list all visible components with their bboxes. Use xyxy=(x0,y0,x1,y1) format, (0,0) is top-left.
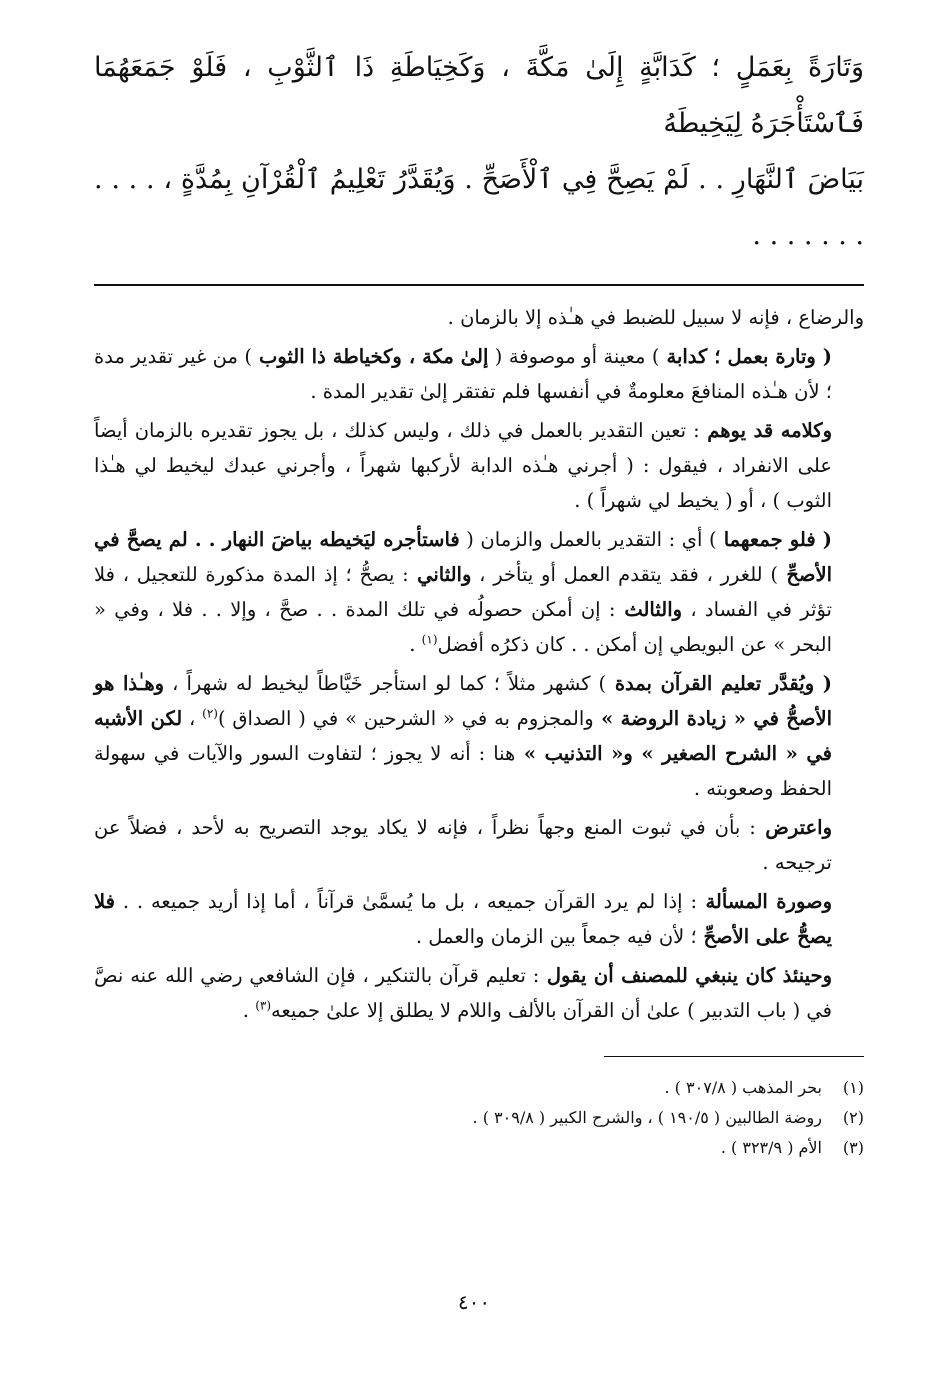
matn-quote: لكن الأشبه في « الشرح الصغير » و« التذنيب » xyxy=(94,707,832,765)
matn-quote: ( فلو جمعهما xyxy=(716,528,833,551)
footnote-reference[interactable]: (٣) xyxy=(255,998,272,1013)
paragraph-text: : تعليم قرآن بالتنكير ، فإن الشافعي رضي الله عنه نصَّ في ( باب التدبير ) علىٰ أن القرآن بالألف واللام لا يطلق إلا علىٰ جميعه xyxy=(94,964,832,1022)
commentary-paragraph-6 xyxy=(94,810,864,880)
footnote-item xyxy=(94,1073,864,1103)
matn-quote: وحينئذ كان ينبغي للمصنف أن يقول xyxy=(539,964,832,987)
commentary-paragraph-8 xyxy=(94,958,864,1028)
matn-quote: وصورة المسألة xyxy=(697,890,832,913)
paragraph-text: : بأن في ثبوت المنع وجهاً نظراً ، فإنه لا يكاد يوجد التصريح به لأحد ، فضلاً عن ترجيحه . xyxy=(94,816,832,874)
paragraph-text: ؛ لأن فيه جمعاً بين الزمان والعمل . xyxy=(415,925,697,948)
paragraph-text: ، xyxy=(182,707,203,730)
matn-quote: وكلامه قد يوهم xyxy=(699,419,832,442)
matn-quote: واعترض xyxy=(755,816,832,839)
page-number: ٤٠٠ xyxy=(457,1290,491,1314)
paragraph-text: ) للغرر ، فقد يتقدم العمل أو يتأخر ، xyxy=(471,563,778,586)
footnote-reference[interactable]: (١) xyxy=(421,632,438,647)
matn-quote: إلىٰ مكة ، وكخياطة ذا الثوب xyxy=(251,345,489,368)
footnote-text: الأم ( ٣٢٣/٩ ) . xyxy=(720,1138,822,1157)
footnote-number: (١) xyxy=(842,1078,864,1097)
paragraph-text: ) أي : التقدير بالعمل والزمان ( xyxy=(459,528,717,551)
commentary-paragraph-4 xyxy=(94,522,864,662)
matn-line-1: وَتَارَةً بِعَمَلٍ ؛ كَدَابَّةٍ إِلَىٰ مَكَّةَ ، وَكَخِيَاطَةِ ذَا ٱلثَّوْبِ ، فَلَوْ جَمَعَهُمَا فَٱسْتَأْجَرَهُ لِيَخِيطَهُ xyxy=(94,52,864,139)
matn-separator xyxy=(94,284,864,286)
matn-quote: والثاني xyxy=(408,563,472,586)
matn-quote: فلا يصحُّ على الأصحِّ xyxy=(94,890,832,948)
footnote-text: روضة الطالبين ( ١٩٠/٥ ) ، والشرح الكبير ( ٣٠٩/٨ ) . xyxy=(472,1108,822,1127)
paragraph-text: ) من غير تقدير مدة ؛ لأن هـٰذه المنافعَ معلومةٌ في أنفسها فلم تفتقر إلىٰ تقدير المدة . xyxy=(94,345,832,403)
footnote-reference[interactable]: (٢) xyxy=(202,706,218,721)
matn-text xyxy=(94,40,864,264)
commentary-paragraph-5 xyxy=(94,666,864,806)
matn-line-2: بَيَاضَ ٱلنَّهَارِ . . لَمْ يَصِحَّ فِي ٱلْأَصَحِّ . وَيُقَدَّرُ تَعْلِيمُ ٱلْقُرْآنِ بِمُدَّةٍ ، . . . . . . . . . . . xyxy=(94,164,864,251)
footnote-number: (٢) xyxy=(842,1108,864,1127)
matn-quote: والثالث xyxy=(615,598,683,621)
matn-quote: ( ويُقدَّر تعليم القرآن بمدة xyxy=(606,672,832,695)
matn-quote: فاستأجره ليَخيطه بياضَ النهار . . لم يصحَّ في الأصحِّ xyxy=(94,528,833,586)
commentary-text xyxy=(94,300,864,1028)
commentary-paragraph-3 xyxy=(94,413,864,518)
paragraph-text: . xyxy=(242,999,256,1022)
commentary-paragraph-1 xyxy=(94,300,864,335)
footnotes xyxy=(94,1073,864,1163)
footnote-text: بحر المذهب ( ٣٠٧/٨ ) . xyxy=(664,1078,822,1097)
paragraph-text: . xyxy=(409,633,422,656)
paragraph-text: والمجزوم به في « الشرحين » في ( الصداق ) xyxy=(217,707,594,730)
paragraph-text: والرضاع ، فإنه لا سبيل للضبط في هـٰذه إلا بالزمان . xyxy=(447,306,864,329)
matn-quote: وهـٰذا هو الأصحُّ في « زيادة الروضة » xyxy=(94,672,832,730)
footnote-number: (٣) xyxy=(842,1138,864,1157)
commentary-paragraph-7 xyxy=(94,884,864,954)
paragraph-text: ) معينة أو موصوفة ( xyxy=(488,345,660,368)
footnote-item xyxy=(94,1103,864,1133)
footnote-item xyxy=(94,1133,864,1163)
book-page xyxy=(94,40,864,1163)
footnote-separator xyxy=(604,1056,864,1057)
paragraph-text: هنا : أنه لا يجوز ؛ لتفاوت السور والآيات في سهولة الحفظ وصعوبته . xyxy=(94,742,832,800)
matn-quote: ( وتارة بعمل ؛ كدابة xyxy=(659,345,833,368)
paragraph-text: ) كشهر مثلاً ؛ كما لو استأجر خَيَّاطاً ليخيط له شهراً ، xyxy=(164,672,607,695)
paragraph-text: : إذا لم يرد القرآن جميعه ، بل ما يُسمَّىٰ قرآناً ، أما إذا أريد جميعه . . xyxy=(114,890,698,913)
paragraph-text: : يصحُّ ؛ إذ المدة مذكورة للتعجيل ، فلا تؤثر في الفساد ، xyxy=(94,563,832,621)
commentary-paragraph-2 xyxy=(94,339,864,409)
paragraph-text: : إن أمكن حصولُه في تلك المدة . . صحَّ ، وإلا . . فلا ، وفي « البحر » عن البويطي إن أمكن . . كان ذكرُه أفضل xyxy=(94,598,832,656)
paragraph-text: : تعين التقدير بالعمل في ذلك ، وليس كذلك ، بل يجوز تقديره بالزمان أيضاً على الانفراد ، فيقول : ( أجرني هـٰذه الدابة لأركبها شهراً ، وأجرني عبدك ليخيط لي هـٰذا الثوب ) ، أو ( يخيط لي شهراً ) . xyxy=(94,419,832,512)
